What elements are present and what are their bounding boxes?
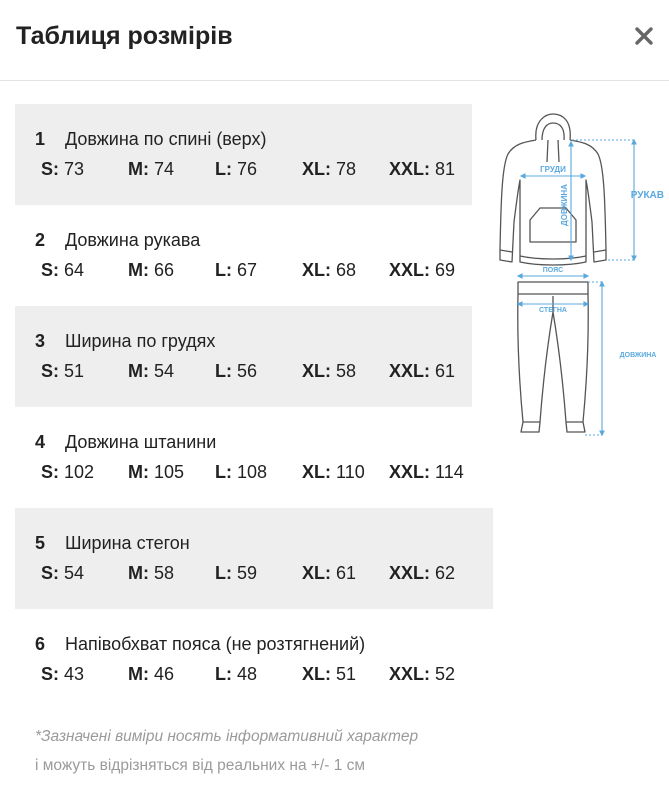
size-row: [15, 508, 493, 609]
row-number: 2: [35, 230, 46, 250]
size-l: L: 108: [215, 462, 268, 482]
sleeve-label: РУКАВ: [630, 190, 664, 201]
size-m: M: 58: [128, 563, 175, 583]
size-row: [15, 609, 493, 710]
size-row: [15, 407, 493, 508]
row-label: Ширина стегон: [65, 533, 190, 553]
row-label: Ширина по грудях: [65, 331, 216, 351]
size-m: M: 46: [128, 664, 175, 684]
size-l: L: 56: [215, 361, 258, 381]
row-heading: [35, 230, 200, 251]
size-s: S: 43: [41, 664, 85, 684]
modal-title: Таблиця розмірів: [16, 22, 233, 50]
size-rows: [15, 104, 495, 710]
hoodie-outline: [500, 114, 606, 265]
size-xxl: XXL: 81: [389, 159, 456, 179]
size-xl: XL: 78: [302, 159, 357, 179]
size-l: L: 59: [215, 563, 258, 583]
close-button[interactable]: [628, 20, 660, 52]
size-xxl: XXL: 52: [389, 664, 456, 684]
size-s: S: 64: [41, 260, 85, 280]
size-s: S: 51: [41, 361, 85, 381]
measurement-lines: [518, 140, 636, 435]
size-xxl: XXL: 69: [389, 260, 456, 280]
pants-length-label: ДОВЖИНА: [619, 352, 657, 359]
disclaimer-line-2: і можуть відрізняться від реальних на +/- 1 см: [35, 757, 366, 774]
row-number: 4: [35, 432, 46, 452]
tracksuit-diagram: [490, 110, 669, 450]
row-label: Довжина штанини: [65, 432, 217, 452]
hips-label: СТЕГНА: [539, 307, 567, 314]
row-label: Довжина по спині (верх): [65, 129, 267, 149]
size-xxl: XXL: 114: [389, 462, 464, 482]
body-length-label: ДОВЖИНА: [560, 184, 569, 226]
row-label: Довжина рукава: [65, 230, 201, 250]
disclaimer-line-1: *Зазначені виміри носять інформативний характер: [35, 728, 419, 745]
row-label: Напівобхват пояса (не розтягнений): [65, 634, 366, 654]
size-xl: XL: 61: [302, 563, 357, 583]
size-l: L: 67: [215, 260, 258, 280]
row-heading: [35, 129, 266, 150]
size-l: L: 76: [215, 159, 258, 179]
row-number: 3: [35, 331, 46, 351]
size-m: M: 105: [128, 462, 185, 482]
size-xxl: XXL: 62: [389, 563, 456, 583]
size-row: [15, 205, 472, 306]
waist-label: ПОЯС: [542, 267, 564, 274]
row-heading: [35, 331, 215, 352]
tracksuit-measurement-illustration: [490, 110, 669, 450]
size-row: [15, 306, 472, 407]
row-heading: [35, 432, 216, 453]
size-xl: XL: 68: [302, 260, 357, 280]
size-xl: XL: 58: [302, 361, 357, 381]
size-m: M: 54: [128, 361, 175, 381]
row-number: 1: [35, 129, 46, 149]
disclaimer-note: [35, 722, 418, 780]
close-icon: [635, 27, 653, 45]
row-number: 6: [35, 634, 46, 654]
row-number: 5: [35, 533, 46, 553]
size-m: M: 66: [128, 260, 175, 280]
row-heading: [35, 533, 190, 554]
size-xxl: XXL: 61: [389, 361, 456, 381]
size-s: S: 54: [41, 563, 85, 583]
size-row: [15, 104, 472, 205]
modal-header: [0, 0, 669, 81]
row-heading: [35, 634, 365, 655]
size-xl: XL: 110: [302, 462, 365, 482]
chest-label: ГРУДИ: [540, 165, 566, 174]
size-s: S: 73: [41, 159, 85, 179]
size-xl: XL: 51: [302, 664, 357, 684]
size-s: S: 102: [41, 462, 95, 482]
size-l: L: 48: [215, 664, 258, 684]
size-m: M: 74: [128, 159, 175, 179]
